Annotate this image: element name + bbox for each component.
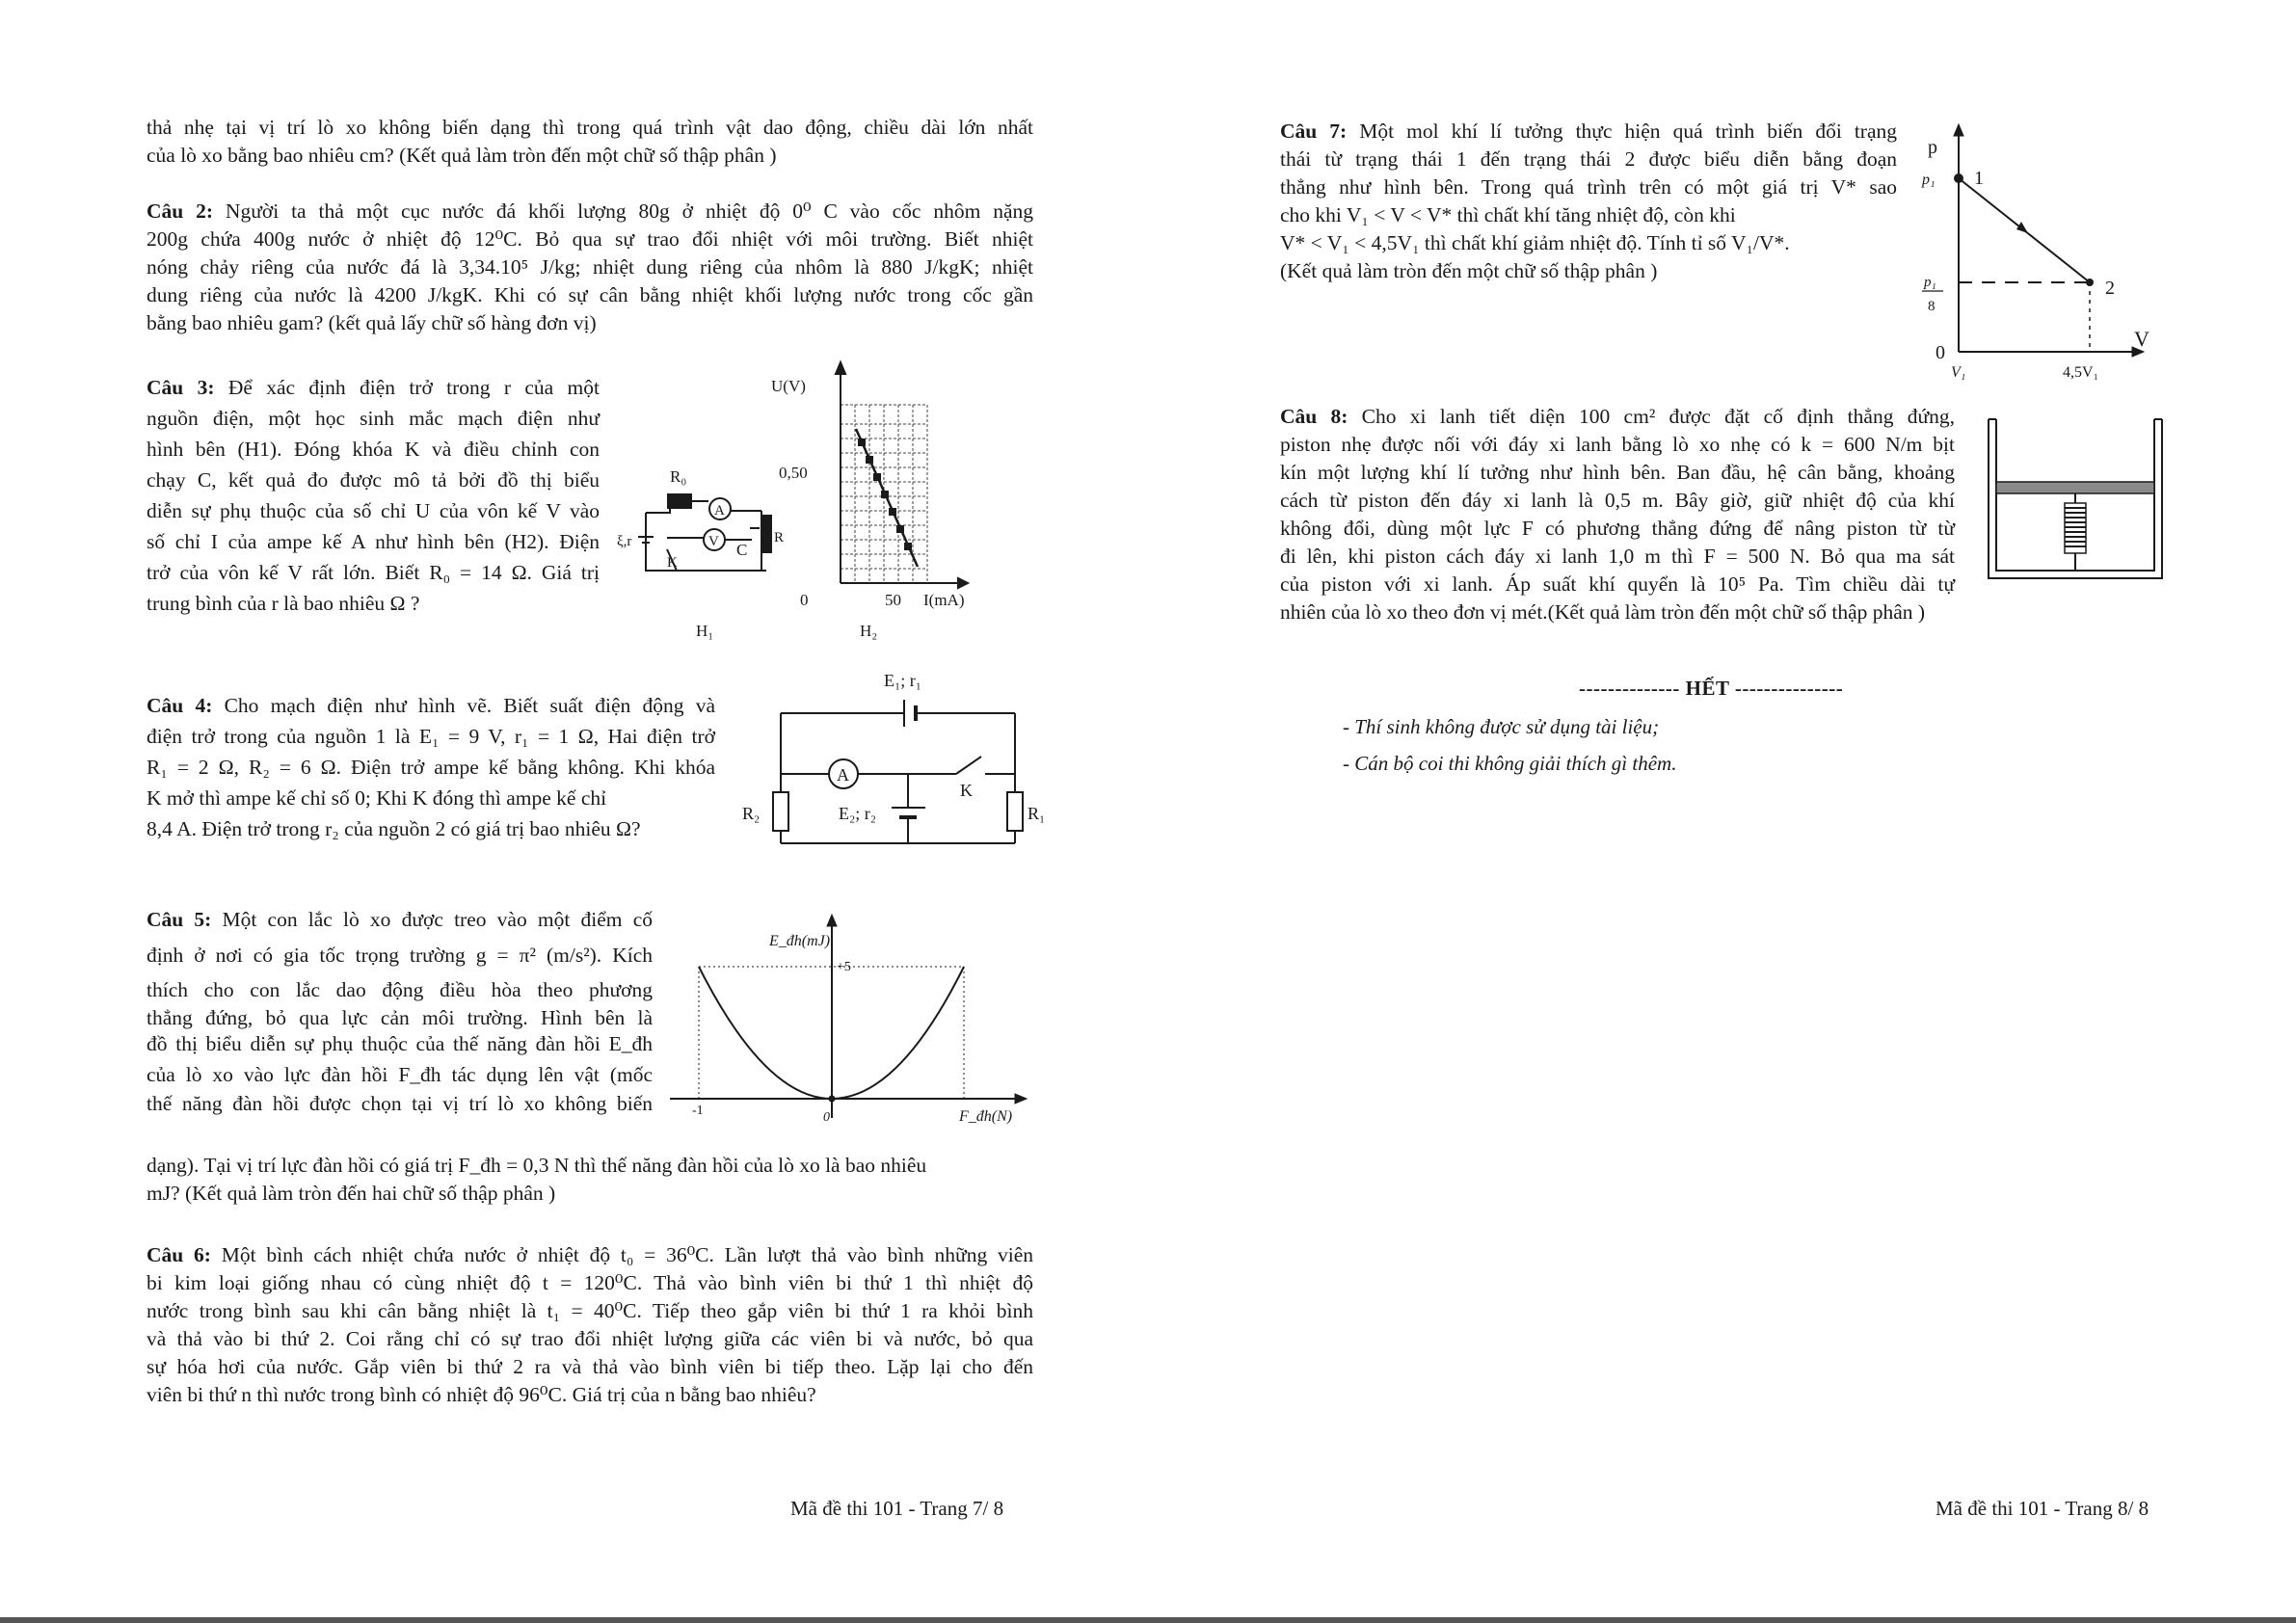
end-marker: -------------- HẾT --------------- [1579, 677, 1844, 700]
text-line: 8,4 A. Điện trở trong r₂ của nguồn 2 có giá trị bao nhiêu Ω? [147, 817, 641, 840]
text-line: V* < V₁ < 4,5V₁ thì chất khí giảm nhiệt độ. Tính tỉ số V₁/V*. [1280, 231, 1790, 254]
text-line: không đổi, dùng một lực F có phương thẳng đứng để nâng piston từ từ [1280, 517, 1955, 540]
text-line: piston nhẹ được nối với đáy xi lanh bằng lò xo nhẹ có k = 600 N/m bịt [1280, 433, 1955, 456]
q7-v45: 4,5V₁ [2063, 364, 2099, 381]
h2-caption: H₂ [860, 622, 878, 640]
question-label: Câu 6: [147, 1243, 211, 1266]
h2-xtick: 50 [885, 591, 901, 609]
q7-p1: p₁ [1922, 172, 1936, 188]
text-line: Câu 3: Để xác định điện trở trong r của một [147, 376, 600, 399]
text-line: trở của vôn kế V rất lớn. Biết R₀ = 14 Ω. Giá trị [147, 561, 600, 584]
q7-point-2: 2 [2105, 278, 2115, 299]
text-line: số chỉ I của ampe kế A như hình bên (H2). Điện [147, 530, 600, 553]
text-line: R₁ = 2 Ω, R₂ = 6 Ω. Điện trở ampe kế bằng không. Khi khóa [147, 756, 715, 779]
text-line: dung riêng của nước là 4200 J/kgK. Khi có sự cân bằng nhiệt khối lượng nước trong cốc gần [147, 283, 1033, 306]
text-line: chạy C, kết quả đo được mô tả bởi đồ thị biểu [147, 468, 600, 492]
h2-origin: 0 [800, 591, 809, 609]
question-3 [147, 372, 600, 619]
text-line: thả nhẹ tại vị trí lò xo không biến dạng thì trong quá trình vật dao động, chiều dài lớn nhất [147, 116, 1033, 139]
text-line: hình bên (H1). Đóng khóa K và điều chỉnh con [147, 438, 600, 461]
voltmeter-symbol: V [708, 534, 719, 549]
switch-label: K [667, 555, 678, 571]
text-line: nhiên của lò xo theo đơn vị mét.(Kết quả làm tròn đến một chữ số thập phân ) [1280, 600, 1926, 624]
question-8 [1280, 403, 1955, 626]
text-line: (Kết quả làm tròn đến một chữ số thập phân ) [1280, 259, 1658, 282]
text-line: cách từ piston đến đáy xi lanh là 0,5 m. Bây giờ, giữ nhiệt độ của khí [1280, 489, 1955, 512]
text-line: Câu 7: Một mol khí lí tưởng thực hiện quá trình biến đổi trạng [1280, 120, 1898, 143]
r1-label: R₁ [1028, 804, 1046, 823]
q7-point-1: 1 [1974, 168, 1984, 189]
q7-pv-diagram [1897, 120, 2157, 390]
text-line: 200g chứa 400g nước ở nhiệt độ 12⁰C. Bỏ qua sự trao đổi nhiệt với môi trường. Biết nhiệt [147, 227, 1033, 251]
q5-xneg: -1 [692, 1104, 704, 1118]
circuit-h1 [638, 494, 771, 571]
text-line: thích cho con lắc dao động điều hòa theo phương [147, 978, 653, 1001]
text-line: nguồn điện, một học sinh mắc mạch điện như [147, 407, 600, 430]
text-line: cho khi V₁ < V < V* thì chất khí tăng nhiệt độ, còn khi [1280, 203, 1736, 226]
h2-ytick: 0,50 [779, 464, 808, 482]
text-line: điện trở trong của nguồn 1 là E₁ = 9 V, r₁ = 1 Ω, Hai điện trở [147, 725, 715, 748]
q5-ytick: +5 [837, 960, 851, 974]
text-line: thẳng như hình bên. Trong quá trình trên có một giá trị V* sao [1280, 175, 1897, 199]
slider-c-label: C [736, 541, 748, 559]
text-line: sự hóa hơi của nước. Gắp viên bi thứ 2 ra và thả vào bình viên bi tiếp theo. Lặp lại cho đến [147, 1355, 1033, 1378]
note-line-1: - Thí sinh không được sử dụng tài liệu; [1343, 715, 1660, 738]
q5-origin: 0 [823, 1110, 830, 1125]
q3-figure [617, 357, 983, 646]
text-line: đồ thị biểu diễn sự phụ thuộc của thế năng đàn hồi E_đh [147, 1032, 653, 1055]
r2-label: R₂ [742, 804, 761, 823]
q7-v1: V₁ [1951, 364, 1966, 381]
text-line: dạng). Tại vị trí lực đàn hồi có giá trị F_đh = 0,3 N thì thế năng đàn hồi của lò xo là bao nhiêu [147, 1154, 927, 1177]
r0-label: R₀ [670, 467, 687, 486]
ammeter-symbol: A [837, 765, 849, 785]
text-line: nóng chảy riêng của nước đá là 3,34.10⁵ J/kg; nhiệt dung riêng của nhôm là 880 J/kgK; nhiệt [147, 255, 1033, 279]
ammeter-symbol: A [714, 503, 725, 519]
question-5 [147, 904, 653, 1117]
text-line: Câu 8: Cho xi lanh tiết diện 100 cm² được đặt cố định thẳng đứng, [1280, 405, 1955, 428]
question-5-tail [147, 1152, 1033, 1208]
text-line: bi kim loại giống nhau có cùng nhiệt độ t = 120⁰C. Thả vào bình viên bi thứ 1 thì nhiệt độ [147, 1271, 1033, 1294]
graph-h2 [771, 362, 968, 640]
text-line: thẳng đứng, bỏ qua lực cản môi trường. Hình bên là [147, 1006, 653, 1029]
text-line: thế năng đàn hồi được chọn tại vị trí lò xo không biến [147, 1092, 653, 1115]
q5-ylabel: E_đh(mJ) [769, 933, 831, 949]
rheostat-label: R [774, 530, 785, 545]
text-line: của lò xo vào lực đàn hồi F_đh tác dụng lên vật (mốc [147, 1063, 653, 1086]
h2-xlabel: I(mA) [923, 591, 965, 609]
text-line: và thả vào bi thứ 2. Coi rằng chỉ có sự trao đổi nhiệt lượng giữa các viên bi và nước, bỏ qua [147, 1327, 1033, 1350]
q7-v-axis: V [2134, 327, 2149, 351]
source-label: ξ,r [617, 534, 632, 549]
text-line: Câu 6: Một bình cách nhiệt chứa nước ở nhiệt độ t₀ = 36⁰C. Lần lượt thả vào bình những viên [147, 1243, 1033, 1266]
q7-p-axis: p [1928, 137, 1937, 158]
q5-graph [665, 911, 1031, 1132]
text-line: Câu 2: Người ta thả một cục nước đá khối lượng 80g ở nhiệt độ 0⁰ C vào cốc nhôm nặng [147, 200, 1033, 223]
text-line: định ở nơi có gia tốc trọng trường g = π² (m/s²). Kích [147, 944, 653, 967]
question-label: Câu 5: [147, 908, 212, 931]
page-footer-left: Mã đề thi 101 - Trang 7/ 8 [790, 1497, 1004, 1520]
question-label: Câu 2: [147, 200, 214, 223]
question-2 [147, 198, 1033, 337]
text-line: kín một lượng khí lí tưởng như hình bên. Ban đầu, hệ cân bằng, khoảng [1280, 461, 1955, 484]
q4-circuit-figure [733, 665, 1060, 858]
note-line-2: - Cán bộ coi thi không giải thích gì thêm. [1343, 752, 1677, 775]
text-line: thái từ trạng thái 1 đến trạng thái 2 được biểu diễn bằng đoạn [1280, 147, 1897, 171]
q8-cylinder-figure [1984, 414, 2167, 588]
text-line: mJ? (Kết quả làm tròn đến hai chữ số thập phân ) [147, 1182, 556, 1205]
text-line: diễn sự phụ thuộc của số chỉ U của vôn kế V vào [147, 499, 600, 522]
e1-label: E₁; r₁ [884, 671, 922, 690]
page-footer-right: Mã đề thi 101 - Trang 8/ 8 [1936, 1497, 2149, 1520]
bottom-edge-rule [0, 1617, 2296, 1623]
question-label: Câu 4: [147, 694, 213, 717]
text-line: Câu 5: Một con lắc lò xo được treo vào một điểm cố [147, 908, 653, 931]
text-line: của lò xo bằng bao nhiêu cm? (Kết quả làm tròn đến một chữ số thập phân ) [147, 144, 777, 167]
h2-ylabel: U(V) [771, 377, 806, 395]
question-4 [147, 690, 715, 844]
question-label: Câu 7: [1280, 120, 1348, 143]
h1-caption: H₁ [696, 622, 714, 640]
question-6 [147, 1241, 1033, 1409]
question-7 [1280, 118, 1897, 285]
text-line: bằng bao nhiêu gam? (kết quả lấy chữ số hàng đơn vị) [147, 311, 597, 334]
question-label: Câu 3: [147, 376, 215, 399]
q7-p1-over-8-num: p₁ [1924, 275, 1936, 290]
text-line: nước trong bình sau khi cân bằng nhiệt là t₁ = 40⁰C. Tiếp theo gắp viên bi thứ 1 ra khỏi bình [147, 1299, 1033, 1322]
text-line: viên bi thứ n thì nước trong bình có nhiệt độ 96⁰C. Giá trị của n bằng bao nhiêu? [147, 1383, 816, 1406]
switch-label: K [960, 781, 973, 800]
intro-text [147, 114, 1033, 170]
question-label: Câu 8: [1280, 405, 1348, 428]
text-line: Câu 4: Cho mạch điện như hình vẽ. Biết suất điện động và [147, 694, 715, 717]
text-line: K mở thì ampe kế chỉ số 0; Khi K đóng thì ampe kế chỉ [147, 786, 607, 810]
text-line: của piston với xi lanh. Áp suất khí quyển là 10⁵ Pa. Tìm chiều dài tự [1280, 572, 1955, 596]
q5-xlabel: F_đh(N) [959, 1108, 1013, 1125]
text-line: trung bình của r là bao nhiêu Ω ? [147, 592, 420, 615]
text-line: đi lên, khi piston cách đáy xi lanh 1,0 m thì F = 500 N. Bỏ qua ma sát [1280, 545, 1955, 568]
e2-label: E₂; r₂ [839, 804, 877, 823]
q7-origin: 0 [1936, 342, 1945, 363]
q7-p1-over-8-den: 8 [1928, 299, 1936, 314]
